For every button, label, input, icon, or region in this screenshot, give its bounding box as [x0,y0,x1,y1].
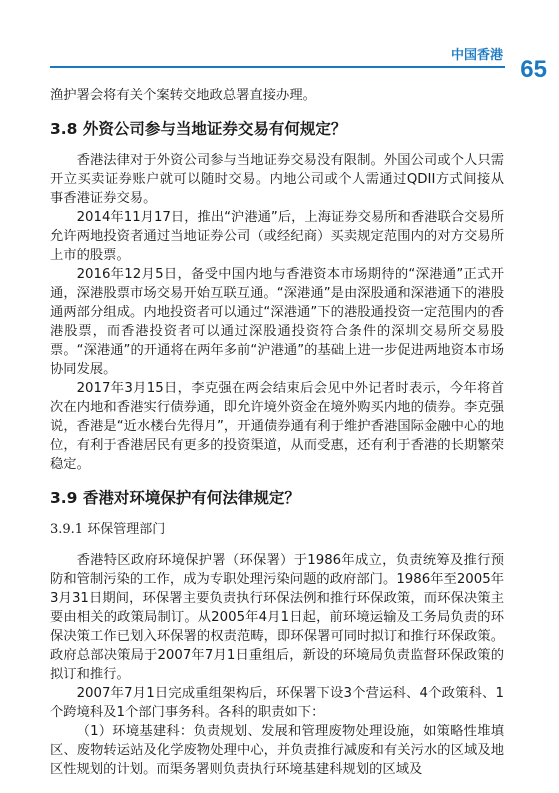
section-label: 中国香港 [450,48,503,63]
section-heading-3-9: 3.9 香港对环境保护有何法律规定？ [50,489,300,507]
header-divider [50,66,505,68]
body-paragraph: 香港法律对于外资公司参与当地证券交易没有限制。外国公司或个人只需开立买卖证券账户就可以随时交易。内地公司或个人需通过QDII方式间接从事香港证券交易。 [50,153,504,206]
body-paragraph: 2017年3月15日，李克强在两会结束后会见中外记者时表示，今年将首次在内地和香港实行债券通，即允许境外资金在境外购买内地的债券。李克强说，香港是“近水楼台先得月”，开通债券通有利于维护香港国际金融中心的地位，有利于香港居民有更多的投资渠道，从而受惠，还有利于香港的长期繁荣稳定。 [50,381,504,472]
body-paragraph: 香港特区政府环境保护署（环保署）于1986年成立，负责统筹及推行预防和管制污染的工作，成为专职处理污染问题的政府部门。1986年至2005年3月31日期间，环保署主要负责执行环保法例和推行环保政策，而环保决策主要由相关的政策局制订。从2005年4月1日起，前环境运输及工务局负责的环保决策工作已划入环保署的权责范畴，即环保署可同时拟订和推行环保政策。政府总部决策局于2007年7月1日重组后，新设的环境局负责监督环保政策的拟订和推行。 [50,553,504,682]
page-number: 65 [520,56,547,83]
page-body [50,86,504,779]
section-heading-3-8: 3.8 外资公司参与当地证券交易有何规定？ [50,120,347,138]
body-paragraph: 2016年12月5日，备受中国内地与香港资本市场期待的“深港通”正式开通，深港股票市场交易开始互联互通。“深港通”是由深股通和深港通下的港股通两部分组成。内地投资者可以通过“深港通”下的港股通投资一定范围内的香港股票，而香港投资者可以通过深股通投资符合条件的深圳交易所交易股票。“深港通”的开通将在两年多前“沪港通”的基础上进一步促进两地资本市场协同发展。 [50,267,504,377]
body-paragraph: 2014年11月17日，推出“沪港通”后，上海证券交易所和香港联合交易所允许两地投资者通过当地证券公司（或经纪商）买卖规定范围内的对方交易所上市的股票。 [50,210,504,263]
body-paragraph: 2007年7月1日完成重组架构后，环保署下设3个营运科、4个政策科、1个跨境科及1个部门事务科。各科的职责如下： [50,686,504,720]
body-paragraph: （1）环境基建科：负责规划、发展和管理废物处理设施，如策略性堆填区、废物转运站及化学废物处理中心，并负责推行减废和有关污水的区域及地区性规划的计划。而渠务署则负责执行环境基建科规划的区域及 [50,724,504,777]
page-header [0,0,559,90]
subsection-heading-3-9-1: 3.9.1 环保管理部门 [50,522,166,537]
lead-paragraph: 渔护署会将有关个案转交地政总署直接办理。 [50,88,316,103]
